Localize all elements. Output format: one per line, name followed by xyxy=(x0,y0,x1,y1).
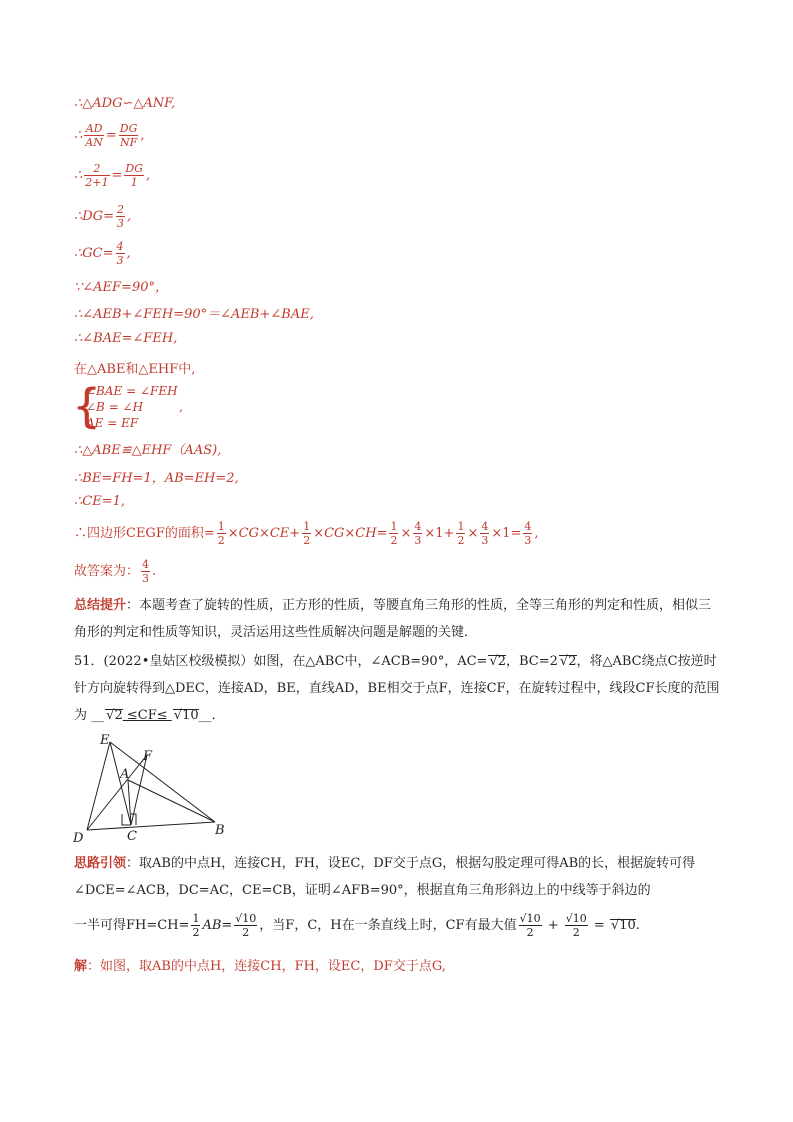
fraction: $\frac{DG}{NF}$ xyxy=(119,122,138,149)
step-angle-aef: ∵∠AEF=90°， xyxy=(74,280,168,295)
brace-symbol: { xyxy=(72,379,102,433)
label-b: B xyxy=(215,823,225,838)
system-line-2: ∠B = ∠H , xyxy=(86,400,183,414)
sqrt-value: √2 xyxy=(489,654,507,669)
step-gc-value: ∴GC= $\frac{4}{3}$ , xyxy=(74,240,131,267)
step-area: ∴四边形CEGF的面积= $\frac{1}{2}$ ×CG×CE+ $\frac{1}{2}$ ×CG×CH= $\frac{1}{2}$ × $\frac{4}{3}$ ×1+ $\frac{1}{2}$ × $\frac{4}{3}$ ×1= $\frac{4}{3}$ , xyxy=(74,520,539,547)
label-c: C xyxy=(127,829,137,844)
therefore-symbol: ∴ xyxy=(74,128,83,143)
step-lengths: ∴BE=FH=1，AB=EH=2, xyxy=(74,471,239,486)
hint-paragraph: 思路引领：取AB的中点H，连接CH，FH，设EC，DF交于点G，根据勾股定理可得AB的长，根据旋转可得∠DCE=∠ACB，DC=AC，CE=CB，证明∠AFB=90°，根据直角三角形斜边上的中线等于斜边的 xyxy=(74,856,696,898)
step-ratio-2: ∴ $\frac{2}{2+1}$ = $\frac{DG}{1}$ , xyxy=(74,162,151,189)
label-d: D xyxy=(73,831,84,845)
system-line-1: ∠BAE = ∠FEH xyxy=(86,384,178,398)
step-congruent: ∴△ABE≌△EHF（AAS), xyxy=(74,443,222,458)
segment-ed xyxy=(87,742,110,830)
solution-line: 解：如图，取AB的中点H，连接CH，FH，设EC，DF交于点G, xyxy=(74,959,446,974)
problem-51: 51．(2022•皇姑区校级模拟）如图，在△ABC中，∠ACB=90°，AC= √2，BC=2 √2，将△ABC绕点C按逆时针方向旋转得到△DEC，连接AD，BE，直线AD，BE相交于点F，连接CF，在旋转过程中，线段CF长度的范围为 __ √2 ≤CF≤ √10__． xyxy=(74,654,720,723)
label-e: E xyxy=(100,733,110,748)
geometry-figure xyxy=(70,730,240,845)
segment-db xyxy=(87,822,215,830)
step-angle-equal: ∴∠BAE=∠FEH, xyxy=(74,331,178,346)
summary-text: ：本题考查了旋转的性质，正方形的性质，等腰直角三角形的性质，全等三角形的判定和性质，相似三角形的判定和性质等知识，灵活运用这些性质解决问题是解题的关键． xyxy=(74,598,712,640)
label-f: F xyxy=(143,749,153,764)
step-ce: ∴CE=1, xyxy=(74,494,126,509)
fraction: $\frac{AD}{AN}$ xyxy=(85,122,103,149)
fraction: $\frac{2}{2+1}$ xyxy=(85,162,109,189)
answer-blank: __ √2 ≤CF≤ √10__． xyxy=(91,708,225,723)
step-similar-triangles: ∴△ADG∽△ANF, xyxy=(74,96,176,111)
step-in-triangles: 在△ABE和△EHF中, xyxy=(74,362,196,377)
answer-line: 故答案为： $\frac{4}{3}$ . xyxy=(74,558,157,585)
summary-paragraph xyxy=(74,592,724,646)
system-line-3: AE = EF xyxy=(86,416,139,430)
segment-ab xyxy=(128,780,215,822)
hint-label: 思路引领 xyxy=(74,856,127,871)
hint-paragraph-end: 一半可得FH=CH= $\frac{1}{2}$ AB= $\frac{√10}{2}$ ，当F，C，H在一条直线上时，CF有最大值 $\frac{√10}{2}$ + $\frac{√10}{2}$ = √10. xyxy=(74,912,640,939)
label-a: A xyxy=(120,767,130,782)
step-dg-value: ∴DG= $\frac{2}{3}$ , xyxy=(74,203,132,230)
step-angle-sum: ∴∠AEB+∠FEH=90°＝∠AEB+∠BAE, xyxy=(74,307,314,322)
fraction: $\frac{DG}{1}$ xyxy=(125,162,144,189)
solution-label: 解 xyxy=(74,959,88,974)
step-ratio-1: ∴ $\frac{AD}{AN}$ = $\frac{DG}{NF}$ , xyxy=(74,122,145,149)
summary-label: 总结提升 xyxy=(74,598,127,613)
